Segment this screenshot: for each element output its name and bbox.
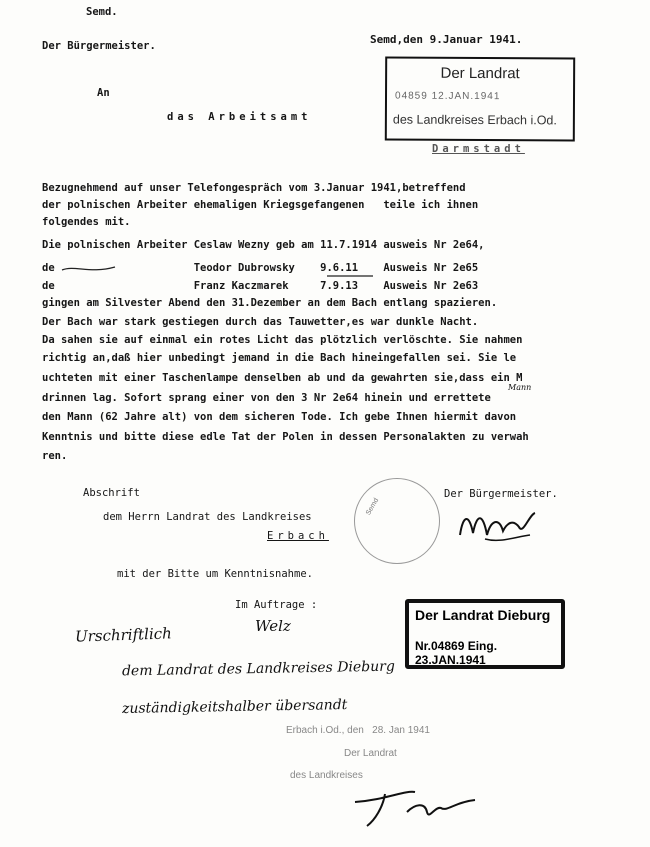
official-signature [345,782,485,832]
copy-to-line: dem Herrn Landrat des Landkreises [103,511,312,523]
handwritten-line: dem Landrat des Landkreises Dieburg [121,658,396,680]
recipient-city: Darmstadt [432,143,525,155]
body-line: de Teodor Dubrowsky 9.6.11 Ausweis Nr 2e65 [42,262,479,274]
body-line: Da sahen sie auf einmal ein rotes Licht das plötzlich verlöschte. Sie nahmen [42,334,523,346]
body-line: Der Bach war stark gestiegen durch das Tauwetter,es war dunkle Nacht. [42,316,479,328]
copy-request: mit der Bitte um Kenntnisnahme. [117,568,313,580]
bottom-stamp-office2: des Landkreises [290,770,363,781]
round-seal [354,478,440,564]
on-behalf: Im Auftrage : [235,599,318,611]
body-line: Kenntnis und bitte diese edle Tat der Polen in dessen Personalakten zu verwah [42,431,529,443]
body-line: Bezugnehmend auf unser Telefongespräch vom 3.Januar 1941,betreffend [42,182,466,194]
round-seal-text: Semd [365,497,381,517]
body-line: uchteten mit einer Taschenlampe denselben ab und da gewahrten sie,dass ein M [42,372,523,384]
body-line: folgendes mit. [42,216,131,228]
recipient: das Arbeitsamt [167,111,312,123]
handwritten-line: Urschriftlich [74,624,173,646]
body-line: Die polnischen Arbeiter Ceslaw Wezny geb am 11.7.1914 ausweis Nr 2e64, [42,239,485,251]
copy-district: Erbach [267,530,329,542]
dieburg-stamp-line1: Der Landrat Dieburg [415,607,551,623]
interlinear-note: Mann [508,383,532,392]
closing: Der Bürgermeister. [444,488,558,500]
to-prefix: An [97,87,110,99]
handwritten-line: zuständigkeitshalber übersandt [121,697,348,717]
sender-place: Semd. [86,6,118,18]
dieburg-stamp [405,599,565,669]
mayor-signature [455,505,545,550]
received-stamp-line3: des Landkreises Erbach i.Od. [392,112,557,128]
copy-label: Abschrift [83,487,140,499]
body-line: de Franz Kaczmarek 7.9.13 Ausweis Nr 2e63 [42,280,479,292]
body-line: drinnen lag. Sofort sprang einer von den 3 Nr 2e64 hinein und errettete [42,392,491,404]
ditto-mark [60,262,120,276]
received-stamp-line2: 04859 12.JAN.1941 [394,90,501,103]
received-stamp [385,57,575,142]
bottom-stamp-office: Der Landrat [344,748,397,759]
on-behalf-signature: Welz [255,617,291,635]
body-line: ren. [42,450,68,462]
sender-office: Der Bürgermeister. [42,40,156,52]
dieburg-stamp-line2: Nr.04869 Eing. 23.JAN.1941 [415,639,498,667]
body-line: den Mann (62 Jahre alt) von dem sicheren Tode. Ich gebe Ihnen hiermit davon [42,411,517,423]
bottom-stamp-place-date: Erbach i.Od., den 28. Jan 1941 [286,725,430,736]
body-line: gingen am Silvester Abend den 31.Dezember an dem Bach entlang spazieren. [42,297,498,309]
body-line: richtig an,daß hier unbedingt jemand in die Bach hineingefallen sei. Sie le [42,352,517,364]
body-line: der polnischen Arbeiter ehemaligen Kriegsgefangenen teile ich ihnen [42,199,479,211]
underline-mark [325,272,375,280]
place-date: Semd,den 9.Januar 1941. [370,33,523,46]
received-stamp-line1: Der Landrat [440,64,520,83]
